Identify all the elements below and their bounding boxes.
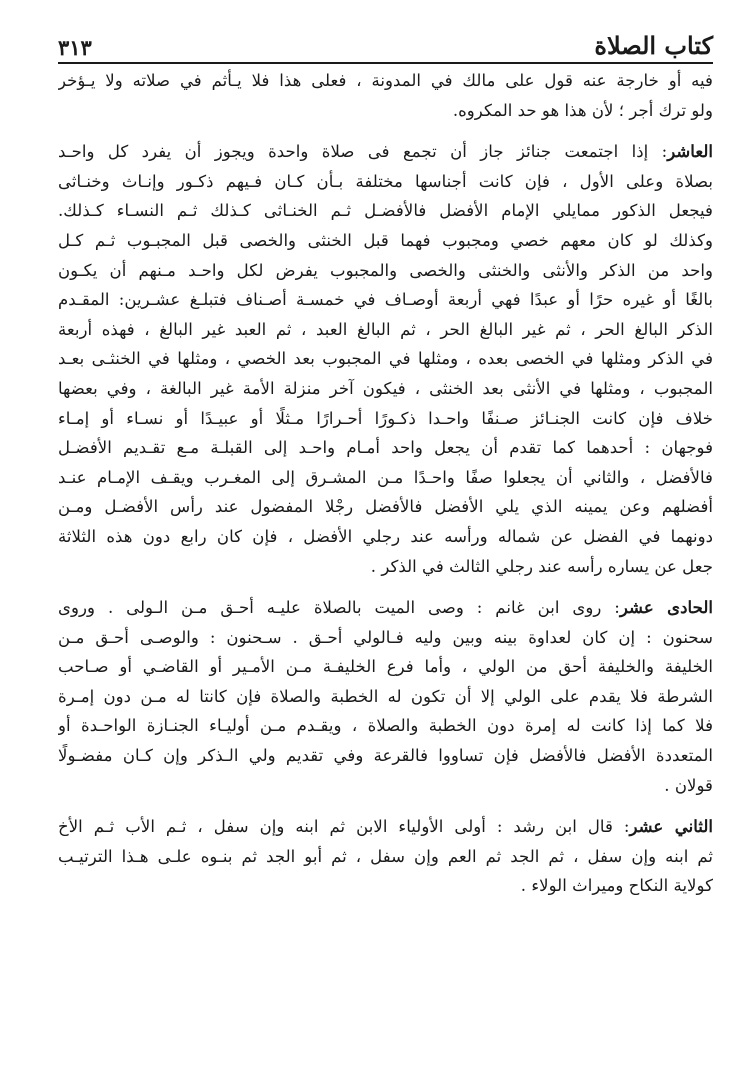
text-line-rest: : إذا اجتمعت جنائز جاز أن تجمع فى صلاة واحدة ويجوز أن يفرد كل واحـد xyxy=(58,142,668,162)
page-body xyxy=(58,66,713,901)
text-line: دونهما في الفضل عن شماله ورأسه عند رجلي الأفضل ، فإن كان رابع دون هذه الثلاثة xyxy=(58,526,713,546)
paragraph-twelfth xyxy=(58,812,713,901)
text-line: فيه أو خارجة عنه قول على مالك في المدونة ، فعلى هذا فلا يـأثم في صلاته ولا يـؤخر xyxy=(58,71,713,90)
text-line: الشرطة فلا يقدم على الولي إلا أن تكون له الخطبة والصلاة فإن كانتا له مـن دون إمـرة xyxy=(58,686,713,706)
text-line: الذكر البالغ الحر ، ثم غير البالغ الحر ، ثم البالغ العبد ، ثم العبد غير البالغ ، فهذه أربعة xyxy=(58,319,713,339)
text-line: ولو ترك أجر ؛ لأن هذا هو حد المكروه. xyxy=(452,100,713,120)
text-line: المجبوب ، ومثلها في الأنثى بعد الخنثى ، فيكون آخر منزلة الأمة غير البالغة ، وفي بعضها xyxy=(58,378,713,398)
text-line: أفضلهم وعن يمينه الذي يلي الأفضل فالأفضل رجْلا المفضول عند رأس الأفضـل ومـن xyxy=(58,497,713,517)
text-line xyxy=(58,593,713,623)
page-header xyxy=(58,28,713,64)
text-line: جعل عن يساره رأسه عند رجلي الثالث في الذكر . xyxy=(370,556,713,576)
paragraph-tenth xyxy=(58,137,713,581)
text-line: كولاية النكاح وميراث الولاء . xyxy=(520,876,713,896)
text-line: بصلاة وعلى الأول ، فإن كانت أجناسها مختلفة بـأن كـان فـيهم ذكـور وإنـاث وخنـاثى xyxy=(58,171,713,191)
paragraph-lead: العاشر xyxy=(667,141,713,162)
text-line: في الذكر ومثلها في الخصى بعده ، ومثلها في المجبوب بعد الخصي ، ومثلها في الخنثـى بعـد xyxy=(58,349,713,369)
paragraph-eleventh xyxy=(58,593,713,800)
text-line: فوجهان : أحدهما كما تقدم أن يجعل واحد أمـام واحـد إلى القبلـة مـع تقـديم الأفضـل xyxy=(58,438,713,458)
paragraph-continuation xyxy=(58,66,713,125)
page-number: ٣١٣ xyxy=(58,35,92,60)
text-line xyxy=(58,812,713,842)
text-line xyxy=(58,137,713,167)
text-line-rest: : قال ابن رشد : أولى الأولياء الابن ثم ابنه وإن سفل ، ثـم الأب ثـم الأخ xyxy=(58,817,630,837)
text-line: المتعددة الأفضل فالأفضل فإن تساووا فالقرعة وفي تقديم ولي الـذكر وإن كـان مفضـولًا xyxy=(58,746,713,766)
text-line: بالغًا أو غيره حرًا أو عبدًا فهي أربعة أوصـاف في خمسـة أصـناف فتبلـغ عشـرين: المقـدم xyxy=(58,290,713,310)
text-line: وكذلك لو كان معهم خصي ومجبوب فهما قبل الخنثى والخصى قبل المجبـوب ثـم كـل xyxy=(58,230,713,250)
text-line: فالأفضل ، والثاني أن يجعلوا صفًا واحـدًا مـن المشـرق إلى المغـرب ويقـف الإمـام عنـد xyxy=(58,467,713,487)
text-line: قولان . xyxy=(664,775,713,795)
text-line: فيجعل الذكور ممايلي الإمام الأفضل فالأفضـل ثـم الخنـاثى كـذلك ثـم النسـاء كـذلك. xyxy=(58,201,713,221)
text-line: فلا كما إذا كانت له إمرة دون الخطبة والصلاة ، ويقـدم مـن أوليـاء الجنـازة الواحـدة أو xyxy=(58,716,713,736)
chapter-title: كتاب الصلاة xyxy=(594,31,713,60)
text-line: الخليفة والخليفة أحق من الولي ، وأما فرع الخليفـة مـن الأمـير أو القاضـي أو صـاحب xyxy=(58,657,713,677)
text-line: خلاف فإن كانت الجنـائز صـنفًا واحـدا ذكـورًا أحـرارًا مـثلًا أو عبيـدًا أو نسـاء أو إمـاء xyxy=(58,408,713,428)
text-line: واحد من الذكر والأنثى والخنثى والخصى والمجبوب يفرض لكل واحـد مـنهم أن يكـون xyxy=(58,260,713,280)
paragraph-lead: الحادى عشر xyxy=(619,597,713,618)
text-line: سحنون : إن كان لعداوة بينه وبين وليه فـالولي أحـق . سـحنون : والوصـى أحـق مـن xyxy=(58,627,713,647)
text-line: ثم ابنه وإن سفل ، ثم الجد ثم العم وإن سفل ، ثم أبو الجد ثم بنـوه علـى هـذا الترتيـب xyxy=(58,846,713,866)
paragraph-lead: الثاني عشر xyxy=(629,816,713,837)
text-line-rest: : روى ابن غانم : وصى الميت بالصلاة عليـه أحـق مـن الـولى . وروى xyxy=(58,598,620,618)
